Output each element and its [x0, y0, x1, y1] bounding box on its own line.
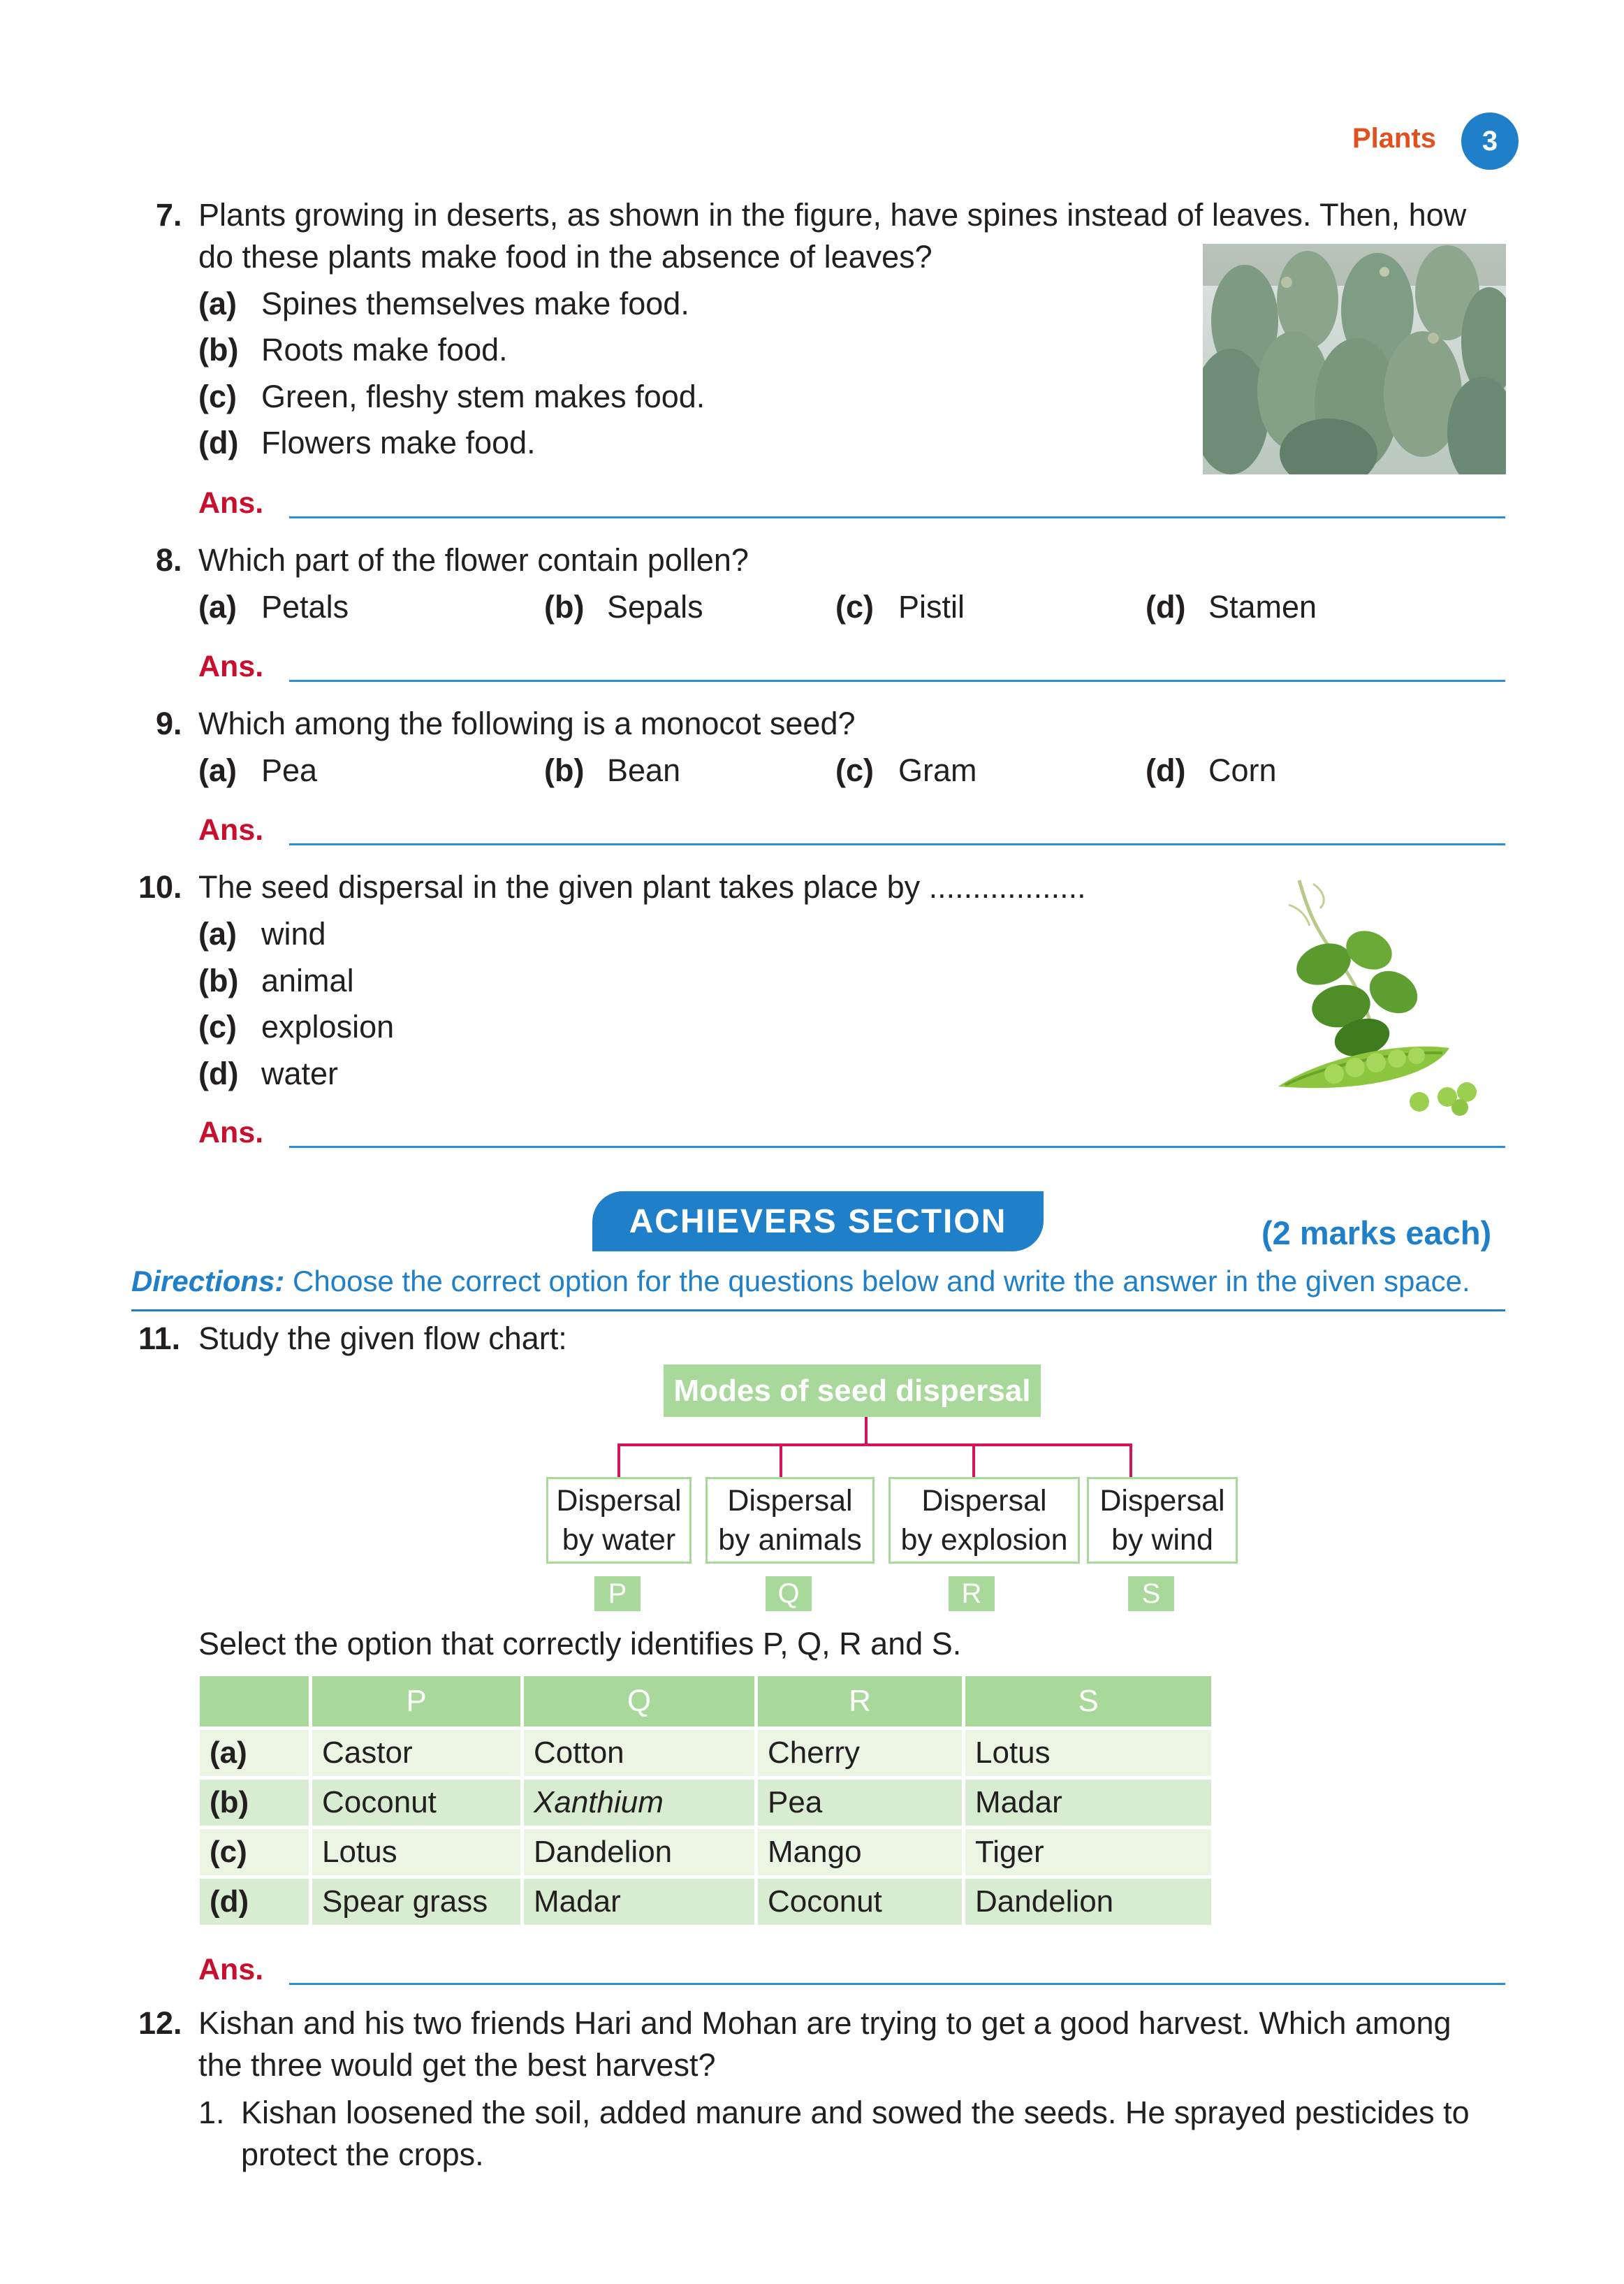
q10-text: The seed dispersal in the given plant takes place by .................. — [198, 869, 1086, 905]
q11-options-table — [196, 1673, 1215, 1928]
q8-text: Which part of the flower contain pollen? — [198, 542, 749, 578]
q8-answer-line[interactable] — [289, 680, 1505, 682]
q7-text-line1: Plants growing in deserts, as shown in the figure, have spines instead of leaves. Then, how — [198, 197, 1467, 233]
cell-s: Tiger — [965, 1829, 1211, 1875]
q7-option-a[interactable]: (a) Spines themselves make food. — [198, 286, 689, 321]
flow-box-explosion: Dispersal by explosion — [888, 1477, 1080, 1564]
q9-answer-line[interactable] — [289, 843, 1505, 845]
flow-tag-s: S — [1128, 1576, 1174, 1611]
q8-option-d[interactable]: (d) Stamen — [1146, 589, 1317, 625]
q10-option-d[interactable]: (d) water — [198, 1056, 339, 1091]
marks-note: (2 marks each) — [1261, 1214, 1492, 1251]
q12-item1-line2: protect the crops. — [241, 2137, 484, 2172]
q10-option-a[interactable]: (a) wind — [198, 916, 326, 952]
q9-number: 9. — [156, 706, 182, 741]
cell-s: Dandelion — [965, 1879, 1211, 1925]
table-header-p: P — [312, 1676, 520, 1726]
pea-plant-image — [1257, 877, 1502, 1121]
q7-answer-line[interactable] — [289, 516, 1505, 518]
q8-option-a[interactable]: (a) Petals — [198, 589, 349, 625]
q9-option-b[interactable]: (b) Bean — [544, 752, 681, 788]
flow-connector-q — [780, 1443, 782, 1478]
cell-q: Xanthium — [524, 1780, 754, 1826]
row-letter: (b) — [200, 1780, 309, 1826]
q12-number: 12. — [138, 2005, 182, 2041]
q11-select-text: Select the option that correctly identifies P, Q, R and S. — [198, 1626, 962, 1661]
flow-connector-p — [617, 1443, 620, 1478]
directions-text: Directions: Choose the correct option for the questions below and write the answer in the given space. — [131, 1265, 1470, 1297]
q7-number: 7. — [156, 197, 182, 233]
q9-answer-label: Ans. — [198, 813, 264, 847]
q7-text-line2: do these plants make food in the absence of leaves? — [198, 239, 932, 275]
q11-text: Study the given flow chart: — [198, 1321, 567, 1356]
q7-option-b[interactable]: (b) Roots make food. — [198, 332, 508, 368]
q11-answer-line[interactable] — [289, 1983, 1505, 1985]
flow-connector-stem — [865, 1417, 868, 1445]
flow-box-animals: Dispersal by animals — [705, 1477, 875, 1564]
q7-answer-label: Ans. — [198, 486, 264, 520]
q10-answer-label: Ans. — [198, 1116, 264, 1149]
flow-box-water: Dispersal by water — [546, 1477, 692, 1564]
flow-connector-bar — [617, 1443, 1132, 1446]
cell-s: Madar — [965, 1780, 1211, 1826]
chapter-title: Plants — [1352, 123, 1437, 154]
directions-rule — [131, 1309, 1505, 1311]
flow-box-wind: Dispersal by wind — [1087, 1477, 1238, 1564]
q9-option-c[interactable]: (c) Gram — [835, 752, 977, 788]
section-banner: ACHIEVERS SECTION — [592, 1191, 1044, 1251]
flow-tag-p: P — [594, 1576, 641, 1611]
cell-p: Castor — [312, 1730, 520, 1776]
cell-q: Cotton — [524, 1730, 754, 1776]
cell-p: Coconut — [312, 1780, 520, 1826]
cell-r: Coconut — [758, 1879, 962, 1925]
row-letter: (c) — [200, 1829, 309, 1875]
flow-tag-q: Q — [766, 1576, 812, 1611]
cactus-image — [1203, 244, 1506, 474]
table-row[interactable] — [200, 1879, 1211, 1925]
cell-q: Dandelion — [524, 1829, 754, 1875]
q10-number: 10. — [138, 869, 182, 905]
q9-option-d[interactable]: (d) Corn — [1146, 752, 1277, 788]
table-header-q: Q — [524, 1676, 754, 1726]
q9-option-a[interactable]: (a) Pea — [198, 752, 318, 788]
table-row[interactable] — [200, 1780, 1211, 1826]
cell-r: Cherry — [758, 1730, 962, 1776]
flow-chart-title: Modes of seed dispersal — [664, 1365, 1041, 1417]
cell-p: Spear grass — [312, 1879, 520, 1925]
cell-q: Madar — [524, 1879, 754, 1925]
table-row[interactable] — [200, 1730, 1211, 1776]
table-header-blank — [200, 1676, 309, 1726]
table-row[interactable] — [200, 1829, 1211, 1875]
q10-option-c[interactable]: (c) explosion — [198, 1009, 395, 1045]
q12-text-line2: the three would get the best harvest? — [198, 2047, 716, 2083]
row-letter: (d) — [200, 1879, 309, 1925]
table-header-r: R — [758, 1676, 962, 1726]
row-letter: (a) — [200, 1730, 309, 1776]
q8-answer-label: Ans. — [198, 650, 264, 683]
q9-text: Which among the following is a monocot seed? — [198, 706, 856, 741]
q12-item1-line1: Kishan loosened the soil, added manure and sowed the seeds. He sprayed pesticides to — [241, 2095, 1470, 2130]
table-header-s: S — [965, 1676, 1211, 1726]
q12-item1-number: 1. — [198, 2095, 225, 2130]
flow-tag-r: R — [949, 1576, 995, 1611]
cell-p: Lotus — [312, 1829, 520, 1875]
cell-r: Pea — [758, 1780, 962, 1826]
page-number-badge: 3 — [1461, 112, 1519, 170]
cell-s: Lotus — [965, 1730, 1211, 1776]
q8-option-b[interactable]: (b) Sepals — [544, 589, 703, 625]
q11-answer-label: Ans. — [198, 1953, 264, 1986]
q12-text-line1: Kishan and his two friends Hari and Mohan are trying to get a good harvest. Which among — [198, 2005, 1451, 2041]
table-header-row — [200, 1676, 1211, 1726]
q10-answer-line[interactable] — [289, 1146, 1505, 1148]
q7-option-d[interactable]: (d) Flowers make food. — [198, 425, 536, 460]
q7-option-c[interactable]: (c) Green, fleshy stem makes food. — [198, 379, 705, 414]
q8-option-c[interactable]: (c) Pistil — [835, 589, 965, 625]
flow-connector-r — [972, 1443, 975, 1478]
cell-r: Mango — [758, 1829, 962, 1875]
flow-connector-s — [1129, 1443, 1132, 1478]
q10-option-b[interactable]: (b) animal — [198, 963, 354, 998]
q11-number: 11. — [138, 1321, 181, 1356]
q8-number: 8. — [156, 542, 182, 578]
